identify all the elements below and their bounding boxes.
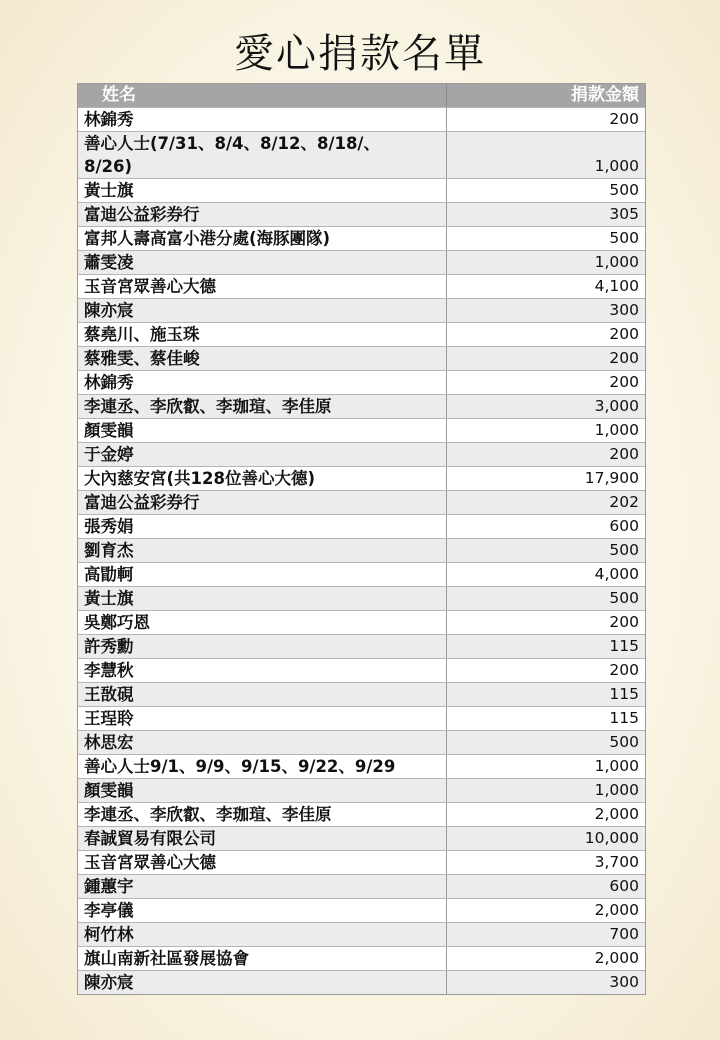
donation-amount: 10,000	[584, 829, 639, 847]
donor-name: 旗山南新社區發展協會	[78, 947, 447, 970]
donor-name: 林錦秀	[78, 371, 447, 394]
donation-amount: 1,000	[594, 253, 639, 271]
donor-name: 鍾蕙宇	[78, 875, 447, 898]
donation-amount: 200	[609, 110, 639, 128]
header-amount: 捐款金額	[571, 85, 639, 105]
table-row	[78, 275, 645, 299]
donor-name: 林錦秀	[78, 108, 447, 131]
donation-amount: 2,000	[594, 949, 639, 967]
donation-amount: 3,700	[594, 853, 639, 871]
donor-name: 富邦人壽高富小港分處(海豚團隊)	[78, 227, 447, 250]
table-row	[78, 563, 645, 587]
donor-name: 柯竹林	[78, 923, 447, 946]
table-row	[78, 779, 645, 803]
table-body	[78, 108, 645, 994]
donation-amount: 200	[609, 445, 639, 463]
table-row	[78, 299, 645, 323]
table-row	[78, 827, 645, 851]
donation-amount: 600	[609, 517, 639, 535]
table-row	[78, 419, 645, 443]
table-row	[78, 683, 645, 707]
donor-name: 大內慈安宮(共128位善心大德)	[78, 467, 447, 490]
donation-amount: 17,900	[584, 469, 639, 487]
table-row	[78, 203, 645, 227]
donation-amount: 500	[609, 541, 639, 559]
table-row	[78, 971, 645, 994]
donation-amount: 500	[609, 589, 639, 607]
donor-name: 劉育杰	[78, 539, 447, 562]
donor-name: 蕭雯凌	[78, 251, 447, 274]
donation-amount: 2,000	[594, 901, 639, 919]
donor-name: 林思宏	[78, 731, 447, 754]
donation-amount: 2,000	[594, 805, 639, 823]
donor-name: 蔡堯川、施玉珠	[78, 323, 447, 346]
donation-amount: 115	[609, 637, 639, 655]
table-row	[78, 539, 645, 563]
donor-name: 陳亦宸	[78, 299, 447, 322]
donation-amount: 600	[609, 877, 639, 895]
page-title: 愛心捐款名單	[234, 31, 486, 77]
table-row	[78, 132, 645, 179]
donor-name: 玉音宮眾善心大德	[78, 851, 447, 874]
table-row	[78, 611, 645, 635]
table-row	[78, 755, 645, 779]
table-row	[78, 227, 645, 251]
table-row	[78, 395, 645, 419]
donor-name: 李慧秋	[78, 659, 447, 682]
table-row	[78, 707, 645, 731]
table-row	[78, 731, 645, 755]
donor-name: 善心人士9/1、9/9、9/15、9/22、9/29	[78, 755, 447, 778]
donation-amount: 4,100	[594, 277, 639, 295]
table-row	[78, 491, 645, 515]
table-row	[78, 179, 645, 203]
table-row	[78, 443, 645, 467]
table-row	[78, 371, 645, 395]
donation-amount: 500	[609, 181, 639, 199]
donor-name: 李亭儀	[78, 899, 447, 922]
donation-amount: 305	[609, 205, 639, 223]
donor-name: 陳亦宸	[78, 971, 447, 994]
table-row	[78, 659, 645, 683]
donation-amount: 115	[609, 685, 639, 703]
donation-amount: 300	[609, 301, 639, 319]
donation-amount: 700	[609, 925, 639, 943]
donor-name: 于金婷	[78, 443, 447, 466]
donation-amount: 500	[609, 733, 639, 751]
donation-amount: 4,000	[594, 565, 639, 583]
table-row	[78, 251, 645, 275]
donation-amount: 1,000	[594, 781, 639, 799]
header-name: 姓名	[78, 84, 447, 107]
donor-name: 善心人士(7/31、8/4、8/12、8/18/、 8/26)	[78, 132, 447, 178]
table-row	[78, 875, 645, 899]
table-row	[78, 851, 645, 875]
donor-name: 李連丞、李欣叡、李珈瑄、李佳原	[78, 803, 447, 826]
table-row	[78, 899, 645, 923]
donor-name: 許秀勳	[78, 635, 447, 658]
donor-name: 黃士旗	[78, 179, 447, 202]
donation-amount: 200	[609, 373, 639, 391]
table-row	[78, 108, 645, 132]
donor-name: 張秀娟	[78, 515, 447, 538]
donor-name: 蔡雅雯、蔡佳峻	[78, 347, 447, 370]
donor-name: 李連丞、李欣叡、李珈瑄、李佳原	[78, 395, 447, 418]
donation-amount: 300	[609, 973, 639, 991]
donation-amount: 200	[609, 661, 639, 679]
donor-name: 春誠貿易有限公司	[78, 827, 447, 850]
donor-name: 王敔硯	[78, 683, 447, 706]
donor-name: 富迪公益彩券行	[78, 491, 447, 514]
donation-amount: 200	[609, 613, 639, 631]
table-row	[78, 635, 645, 659]
table-row	[78, 323, 645, 347]
donation-amount: 200	[609, 325, 639, 343]
donor-name: 富迪公益彩券行	[78, 203, 447, 226]
donor-name: 顏雯韻	[78, 779, 447, 802]
table-row	[78, 923, 645, 947]
donor-name: 顏雯韻	[78, 419, 447, 442]
table-row	[78, 347, 645, 371]
table-row	[78, 587, 645, 611]
donation-amount: 200	[609, 349, 639, 367]
donation-amount: 1,000	[594, 757, 639, 775]
table-row	[78, 803, 645, 827]
donation-amount: 3,000	[594, 397, 639, 415]
table-header-row	[78, 84, 645, 108]
table-row	[78, 467, 645, 491]
donor-name: 黃士旗	[78, 587, 447, 610]
donation-amount: 115	[609, 709, 639, 727]
table-row	[78, 947, 645, 971]
donor-name: 高勖軻	[78, 563, 447, 586]
donation-amount: 202	[609, 493, 639, 511]
donation-amount: 1,000	[594, 421, 639, 439]
donor-name: 王珵聆	[78, 707, 447, 730]
table-row	[78, 515, 645, 539]
donation-amount: 500	[609, 229, 639, 247]
donor-name: 吳鄭巧恩	[78, 611, 447, 634]
donation-table	[77, 83, 646, 995]
donation-amount: 1,000	[594, 157, 639, 175]
donor-name: 玉音宮眾善心大德	[78, 275, 447, 298]
